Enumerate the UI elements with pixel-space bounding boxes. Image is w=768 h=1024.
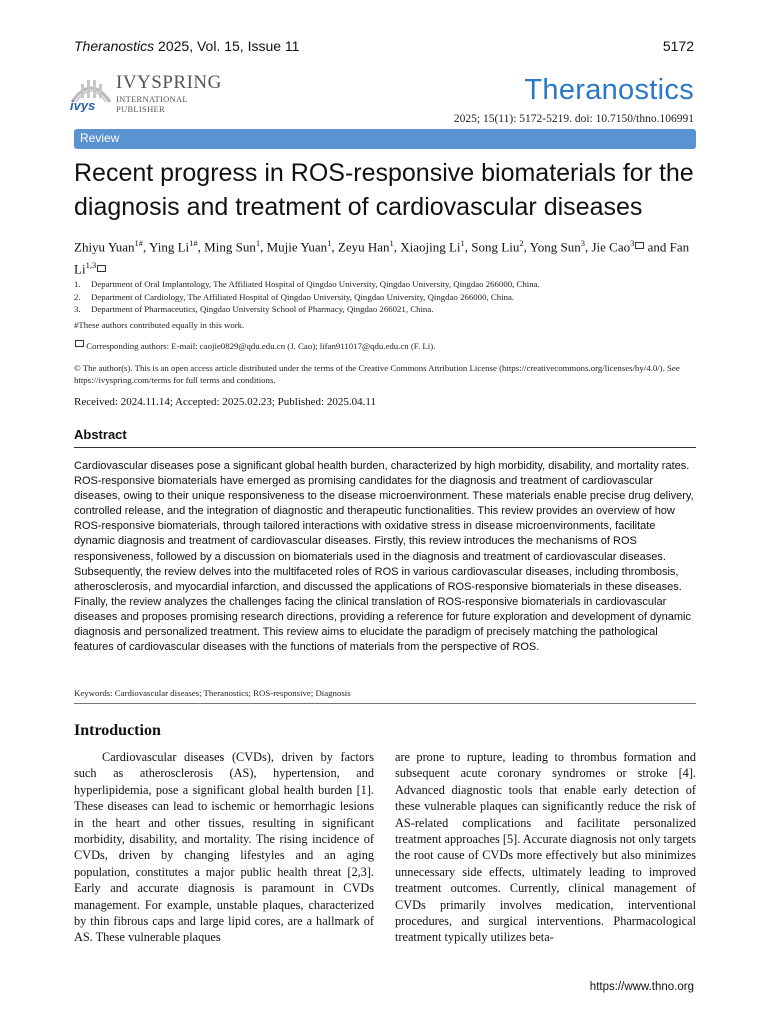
author-separator: , bbox=[260, 239, 267, 255]
author-affiliation-mark: 1 bbox=[255, 238, 261, 248]
logo-mark-text: ivys bbox=[70, 98, 96, 112]
affiliation-number: 3. bbox=[74, 304, 81, 314]
corresponding-authors bbox=[74, 340, 435, 351]
author-conjunction: and bbox=[644, 239, 670, 255]
author-affiliation-mark: 1 bbox=[460, 238, 465, 248]
affiliation-number: 2. bbox=[74, 291, 81, 302]
author-name: Yong Sun bbox=[529, 239, 581, 255]
author-name: Zeyu Han bbox=[337, 239, 390, 255]
author-list bbox=[74, 234, 704, 279]
affiliation-item bbox=[74, 303, 704, 316]
footer-journal-url[interactable]: https://www.thno.org bbox=[589, 981, 694, 993]
affiliation-item bbox=[74, 291, 704, 304]
publisher-subtitle: INTERNATIONAL PUBLISHER bbox=[116, 94, 188, 114]
affiliation-text: Department of Oral Implantology, The Affiliated Hospital of Qingdao University, Qingdao University, Qingdao 266000, China. bbox=[91, 279, 540, 289]
author-separator: , bbox=[197, 239, 205, 255]
running-head bbox=[74, 38, 694, 58]
article-title: Recent progress in ROS-responsive biomaterials for the diagnosis and treatment of cardiovascular diseases bbox=[74, 159, 694, 221]
publication-dates: Received: 2024.11.14; Accepted: 2025.02.23; Published: 2025.04.11 bbox=[74, 396, 376, 408]
introduction-right-column: are prone to rupture, leading to thrombus formation and subsequent acute coronary syndromes or stroke [4]. Advanced diagnostic tools that enable early detection of these vulnerable plaques can significantly reduce the risk of AS-related complications and facilitate personalized treatment approaches [5]. Accurate diagnosis not only targets the root cause of CVDs more effectively but also minimizes unnecessary side effects, ultimately leading to improved treatment outcomes. Currently, clinical management of CVDs primarily involves medication, interventional procedures, and surgical interventions. Pharmacological treatment typically utilizes beta- bbox=[395, 750, 696, 945]
license-statement: © The author(s). This is an open access article distributed under the terms of the Creative Commons Attribution License (https://creativecommons.org/licenses/by/4.0/). See https://ivyspring.com/terms for full terms and conditions. bbox=[74, 363, 680, 385]
author-name: Fan Li bbox=[74, 239, 690, 277]
author-affiliation-mark: 1# bbox=[134, 238, 144, 248]
equal-contribution-note: #These authors contributed equally in this work. bbox=[74, 320, 245, 330]
journal-title: Theranostics bbox=[524, 74, 694, 106]
publisher-name: IVYSPRING bbox=[116, 72, 222, 93]
page-number: 5172 bbox=[662, 38, 694, 54]
keywords: Keywords: Cardiovascular diseases; Theranostics; ROS-responsive; Diagnosis bbox=[74, 688, 351, 698]
publisher-logo bbox=[68, 72, 228, 112]
author-affiliation-mark: 3 bbox=[580, 238, 585, 248]
envelope-icon bbox=[635, 242, 644, 249]
author-separator: , bbox=[393, 239, 401, 255]
author-separator: , bbox=[523, 239, 530, 255]
author-name: Zhiyu Yuan bbox=[74, 239, 135, 255]
author-affiliation-mark: 3 bbox=[630, 238, 635, 248]
running-head-journal: Theranostics bbox=[74, 38, 155, 54]
keywords-divider bbox=[74, 703, 696, 704]
author-name: Ming Sun bbox=[204, 239, 256, 255]
corresponding-text: Corresponding authors: E-mail: caojie0829@qdu.edu.cn (J. Cao); lifan911017@qdu.edu.cn (F. Li). bbox=[86, 341, 436, 351]
author-affiliation-mark: 1 bbox=[389, 238, 394, 248]
abstract-text: Cardiovascular diseases pose a significant global health burden, characterized by high morbidity, disability, and mortality rates. ROS-responsive biomaterials have emerged as promising candidates for the diagnosis and treatment of cardiovascular diseases, owing to their unique responsiveness to the disease microenvironment. These materials enable precise drug delivery, controlled release, and the integration of diagnostic and therapeutic functionalities. This review provides an overview of how ROS-responsive biomaterials, through tailored interactions with oxidative stress in disease microenvironments, facilitate dynamic diagnosis and treatment of cardiovascular diseases. Firstly, this review introduces the mechanisms of ROS responsiveness, followed by a discussion on biomaterials used in the diagnosis and treatment of cardiovascular diseases. Subsequently, the review delves into the multifaceted roles of ROS in various cardiovascular diseases, including thrombosis, atherosclerosis, and myocardial infarction, and discussed the applications of ROS-responsive biomaterials in these diseases. Finally, the review analyzes the challenges facing the clinical translation of ROS-responsive biomaterials in cardiovascular diseases and proposes promising research directions, providing a reference for future exploration and development of dynamic diagnosis and personalized treatment. This review aims to elucidate the paradigm of precisely matching the pathological features of cardiovascular diseases with the functions of materials from the perspective of ROS. bbox=[74, 460, 694, 654]
author-name: Mujie Yuan bbox=[266, 239, 328, 255]
running-head-issue: 2025, Vol. 15, Issue 11 bbox=[154, 38, 300, 54]
author-separator: , bbox=[584, 239, 592, 255]
introduction-heading: Introduction bbox=[74, 722, 161, 739]
author-separator: , bbox=[143, 239, 150, 255]
affiliation-text: Department of Pharmaceutics, Qingdao University School of Pharmacy, Qingdao 266021, China. bbox=[91, 304, 434, 314]
abstract-heading: Abstract bbox=[74, 427, 127, 442]
author-separator: , bbox=[464, 239, 472, 255]
author-affiliation-mark: 1 bbox=[327, 238, 332, 248]
author-name: Xiaojing Li bbox=[400, 239, 461, 255]
envelope-icon bbox=[75, 340, 84, 347]
article-type-bar bbox=[74, 129, 696, 149]
ivyspring-logo-icon bbox=[68, 72, 114, 112]
author-affiliation-mark: 1,3 bbox=[85, 260, 97, 271]
citation-line: 2025; 15(11): 5172-5219. doi: 10.7150/thno.106991 bbox=[453, 113, 694, 125]
envelope-icon bbox=[97, 265, 106, 272]
author-affiliation-mark: 2 bbox=[519, 238, 524, 248]
author-name: Song Liu bbox=[471, 239, 520, 255]
article-type-label: Review bbox=[80, 131, 120, 145]
introduction-left-column: Cardiovascular diseases (CVDs), driven by factors such as atherosclerosis (AS), hypertension, and hyperlipidemia, pose a significant global health burden [1]. These diseases can lead to ischemic or hemorrhagic lesions in the heart and other tissues, resulting in significant morbidity, disability, and mortality. The rising incidence of CVDs, driven by changing lifestyles and an aging population, constitutes a major public health threat [2,3]. Early and accurate diagnosis is paramount in CVDs management. For example, unstable plaques, characterized by thin fibrous caps and large lipid cores, are a hallmark of AS. These vulnerable plaques bbox=[74, 750, 374, 945]
affiliation-number: 1. bbox=[74, 279, 81, 289]
affiliation-text: Department of Cardiology, The Affiliated Hospital of Qingdao University, Qingdao University, Qingdao 266000, China. bbox=[91, 291, 515, 302]
affiliation-list bbox=[74, 278, 704, 316]
author-affiliation-mark: 1# bbox=[189, 238, 198, 248]
author-name: Ying Li bbox=[149, 239, 190, 255]
abstract-divider bbox=[74, 447, 696, 448]
author-separator: , bbox=[331, 239, 338, 255]
affiliation-item bbox=[74, 278, 704, 291]
author-name: Jie Cao bbox=[591, 239, 631, 255]
